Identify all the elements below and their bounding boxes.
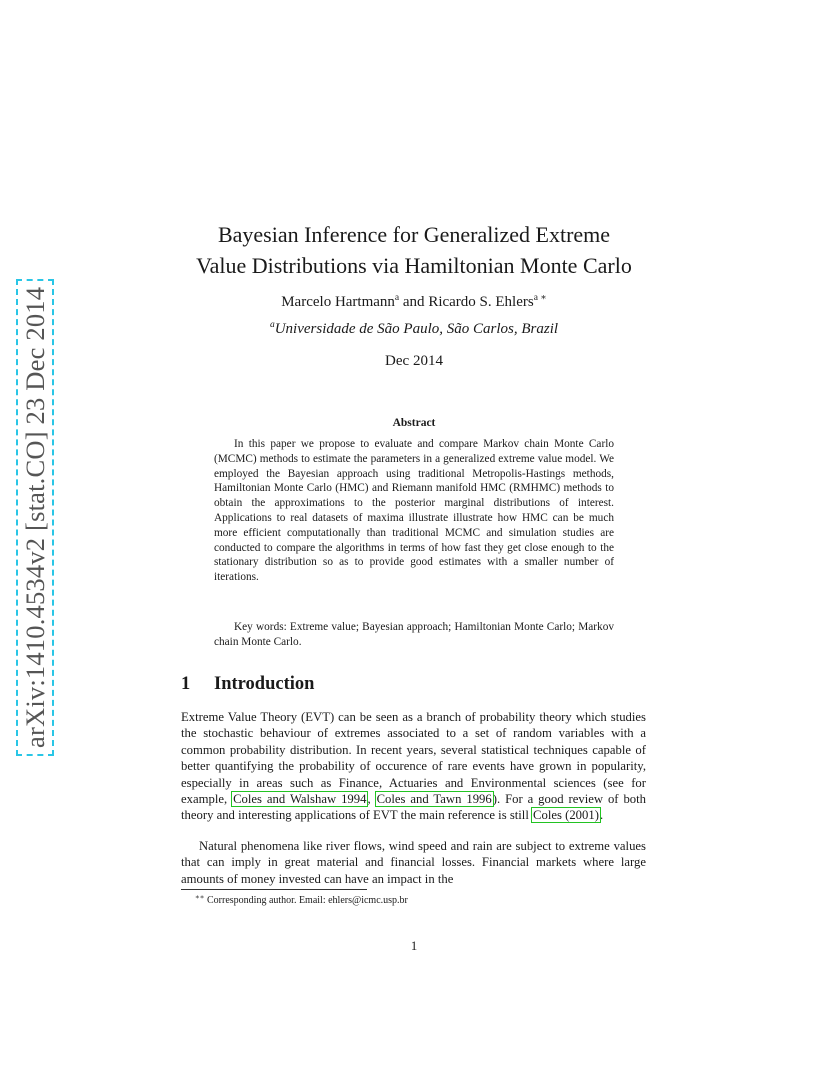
affiliation bbox=[150, 321, 678, 338]
author-affiliation-mark: a bbox=[394, 293, 400, 303]
footnote bbox=[195, 895, 408, 907]
paragraph-text: . bbox=[599, 808, 604, 823]
footnote-text: Corresponding author. Email: ehlers@icmc.usp.br bbox=[204, 895, 408, 906]
title-line-1: Bayesian Inference for Generalized Extreme bbox=[217, 222, 611, 247]
author-separator: and bbox=[399, 294, 429, 310]
affiliation-mark: a bbox=[269, 320, 275, 330]
section-title: Introduction bbox=[214, 674, 315, 694]
abstract-text: In this paper we propose to evaluate and compare Markov chain Monte Carlo (MCMC) methods to estimate the parameters in a generalized extreme value model. We employed the Bayesian approach using traditional Metropolis-Hastings methods, Hamiltonian Monte Carlo (HMC) and Riemann manifold HMC (RMHMC) methods to obtain the approximations to the posterior marginal distributions of interest. Applications to real datasets of maxima illustrate illustrate how HMC can be much more efficient computationally than traditional MCMC and simulation studies are conducted to compare the algorithms in terms of how fast they get close enough to the stationary distribution so as to provide good estimates with a smaller number of iterations. bbox=[214, 438, 614, 584]
arxiv-identifier-stamp[interactable]: arXiv:1410.4534v2 [stat.CO] 23 Dec 2014 bbox=[20, 283, 50, 752]
affiliation-text: Universidade de São Paulo, São Carlos, Brazil bbox=[274, 321, 559, 337]
citation-link[interactable]: Coles and Walshaw 1994 bbox=[233, 792, 367, 807]
citation-link[interactable]: Coles and Tawn 1996 bbox=[376, 792, 492, 807]
section-number: 1 bbox=[181, 674, 191, 694]
publication-date: Dec 2014 bbox=[385, 353, 443, 369]
intro-paragraph-1 bbox=[181, 709, 646, 824]
paragraph-text: ). For a good review of both theory and interesting applications of EVT the main reference is still bbox=[181, 792, 646, 823]
footnote-rule bbox=[181, 889, 367, 890]
author-affiliation-mark: a ∗ bbox=[533, 293, 547, 303]
footnote-mark: ∗∗ bbox=[195, 893, 205, 901]
citation-link[interactable]: Coles (2001) bbox=[533, 808, 599, 823]
page-number: 1 bbox=[410, 939, 418, 953]
abstract-heading: Abstract bbox=[392, 417, 436, 429]
keywords: Key words: Extreme value; Bayesian approach; Hamiltonian Monte Carlo; Markov chain Monte Carlo. bbox=[214, 621, 614, 648]
author-list bbox=[150, 293, 678, 311]
section-heading bbox=[181, 674, 314, 695]
paragraph-text: , bbox=[367, 792, 371, 807]
author-name: Ricardo S. Ehlers bbox=[428, 294, 534, 310]
paper-title bbox=[150, 219, 678, 281]
intro-paragraph-2: Natural phenomena like river flows, wind speed and rain are subject to extreme values that can imply in great material and financial losses. Financial markets where large amounts of money invested can have an impact in the bbox=[181, 839, 646, 886]
title-line-2: Value Distributions via Hamiltonian Monte Carlo bbox=[196, 253, 632, 278]
paragraph-text: Extreme Value Theory (EVT) can be seen as a branch of probability theory which studies the stochastic behaviour of extremes associated to a set of random variables with a common probability distribution. In recent years, several statistical techniques capable of better quantifying the probability of occurence of rare events have grown in popularity, especially in areas such as Finance, Actuaries and Environmental sciences (see for example, bbox=[181, 710, 646, 807]
author-name: Marcelo Hartmann bbox=[281, 294, 395, 310]
